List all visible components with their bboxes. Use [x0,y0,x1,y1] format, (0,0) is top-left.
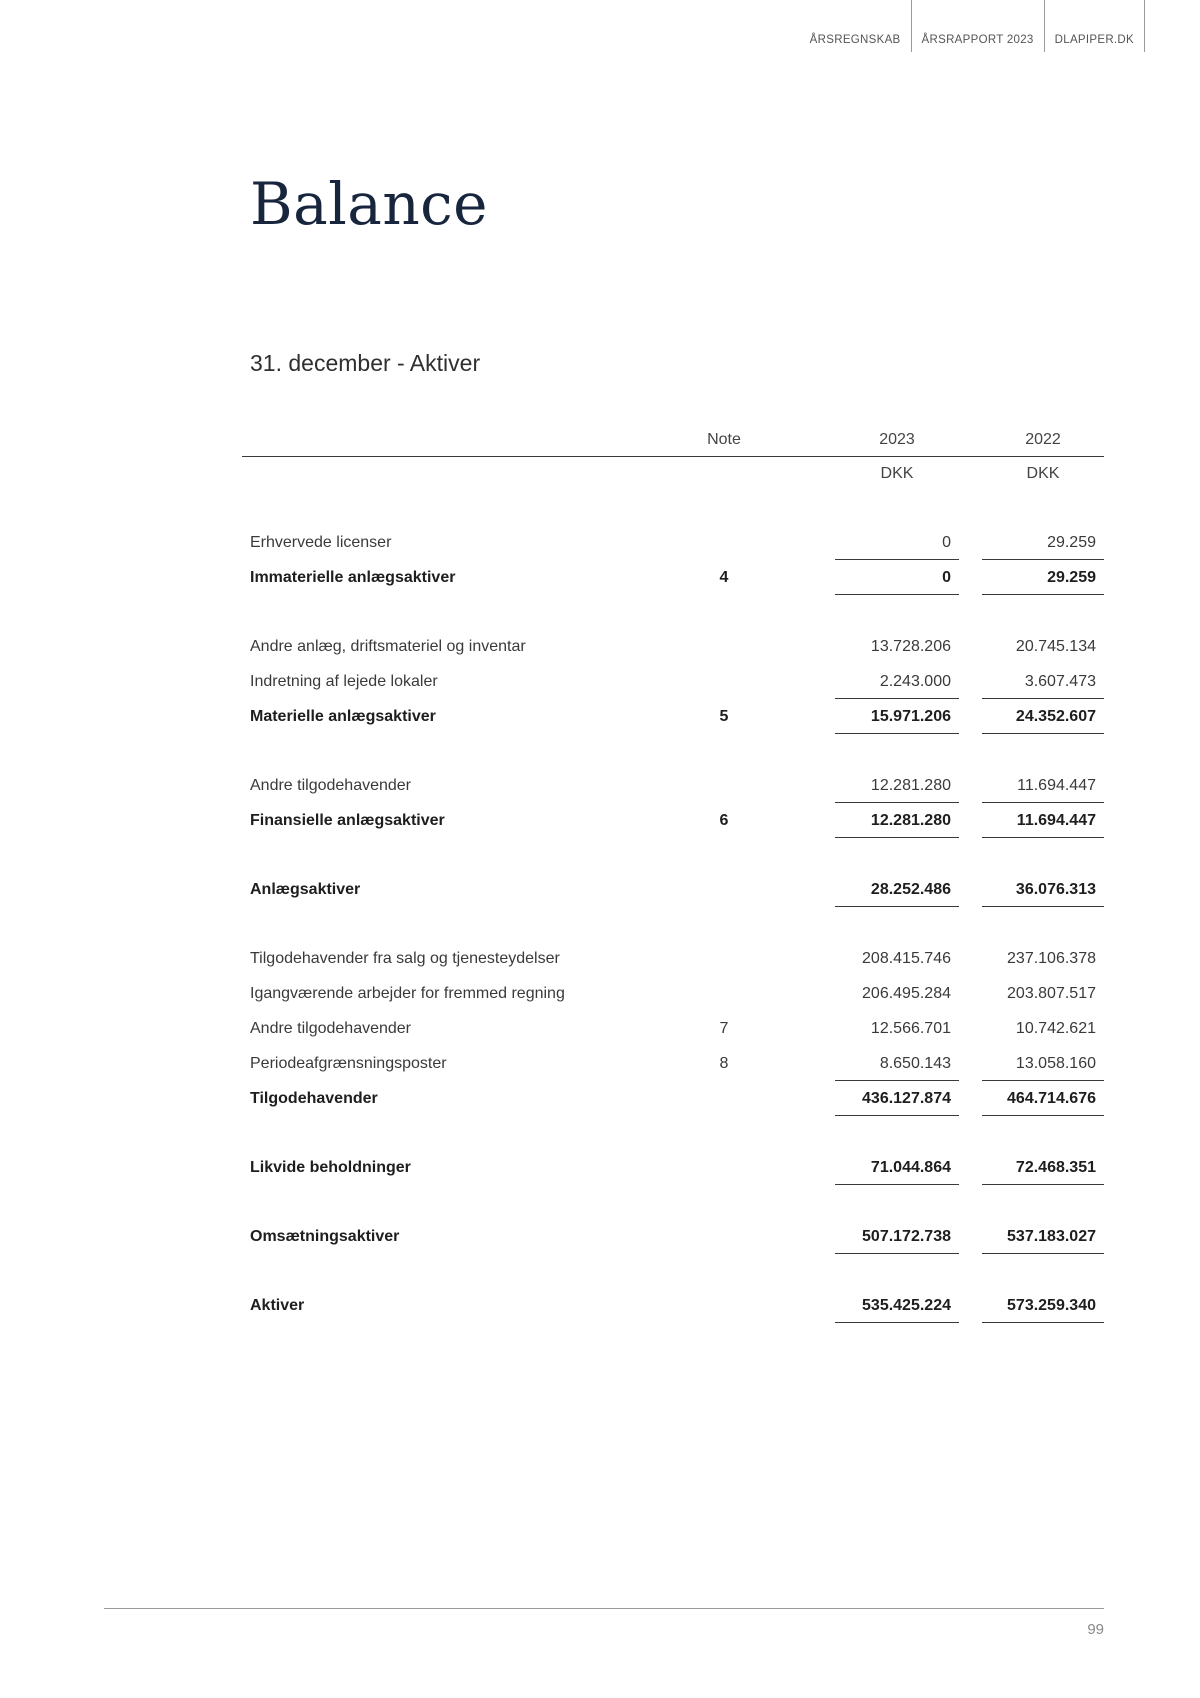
table-row [242,977,1104,1012]
row-value-2022: 3.607.473 [982,665,1104,699]
table-row [242,665,1104,700]
row-value-2023: 2.243.000 [835,665,959,699]
row-value-2022: 537.183.027 [982,1220,1104,1254]
table-unit-row [242,457,1104,492]
row-label: Indretning af lejede lokaler [250,673,438,690]
row-value-2023: 535.425.224 [835,1289,959,1323]
row-value-2023: 436.127.874 [835,1082,959,1116]
row-value-2022: 203.807.517 [1007,985,1096,1002]
row-value-2023: 8.650.143 [835,1047,959,1081]
table-row-subtotal [242,561,1104,596]
page-title: Balance [250,170,488,238]
column-header-note: Note [707,431,741,448]
nav-link-arsrapport[interactable]: ÅRSRAPPORT 2023 [912,0,1045,52]
row-value-2022: 10.742.621 [1015,1020,1096,1037]
row-label: Andre tilgodehavender [250,1020,412,1037]
nav-link-arsregnskab[interactable]: ÅRSREGNSKAB [810,0,912,52]
row-value-2023: 208.415.746 [862,950,951,967]
row-label: Erhvervede licenser [250,534,392,551]
row-value-2023: 13.728.206 [870,638,951,655]
table-row [242,769,1104,804]
row-label: Tilgodehavender fra salg og tjenesteydelser [250,950,560,967]
row-note: 5 [719,708,729,725]
footer-divider [104,1608,1104,1609]
table-row-subtotal [242,700,1104,735]
row-value-2022: 72.468.351 [982,1151,1104,1185]
row-note: 8 [719,1055,729,1072]
row-label: Aktiver [250,1297,305,1314]
row-value-2022: 573.259.340 [982,1289,1104,1323]
row-value-2022: 29.259 [982,526,1104,560]
row-label: Andre tilgodehavender [250,777,412,794]
page-number: 99 [1087,1621,1104,1638]
unit-2022: DKK [1026,465,1060,482]
row-value-2023: 0 [835,561,959,595]
row-value-2023: 12.281.280 [835,804,959,838]
table-row-grand-total [242,1289,1104,1324]
row-label: Andre anlæg, driftsmateriel og inventar [250,638,526,655]
unit-2023: DKK [880,465,914,482]
row-note: 7 [719,1020,729,1037]
row-value-2023: 71.044.864 [835,1151,959,1185]
table-row [242,630,1104,665]
row-value-2023: 12.281.280 [835,769,959,803]
row-value-2022: 11.694.447 [982,804,1104,838]
row-value-2022: 464.714.676 [982,1082,1104,1116]
table-row [242,942,1104,977]
row-label: Omsætningsaktiver [250,1228,400,1245]
row-value-2022: 29.259 [982,561,1104,595]
row-label: Immaterielle anlægsaktiver [250,569,456,586]
row-value-2023: 12.566.701 [870,1020,951,1037]
row-value-2023: 15.971.206 [835,700,959,734]
table-row-subtotal [242,1082,1104,1117]
nav-link-website[interactable]: DLAPIPER.DK [1045,0,1145,52]
row-value-2023: 507.172.738 [835,1220,959,1254]
row-note: 6 [719,812,729,829]
table-row-total [242,873,1104,908]
section-subtitle: 31. december - Aktiver [250,350,481,376]
table-row-total [242,1220,1104,1255]
row-value-2022: 237.106.378 [1007,950,1096,967]
table-row-subtotal [242,804,1104,839]
row-value-2023: 0 [835,526,959,560]
column-header-2022: 2022 [1025,431,1061,448]
row-label: Likvide beholdninger [250,1159,411,1176]
table-row [242,1047,1104,1082]
row-note: 4 [719,569,729,586]
table-row [242,526,1104,561]
row-value-2022: 11.694.447 [982,769,1104,803]
table-row [242,1012,1104,1047]
row-label: Anlægsaktiver [250,881,361,898]
table-header-row [242,425,1104,457]
row-value-2023: 206.495.284 [862,985,951,1002]
row-label: Finansielle anlægsaktiver [250,812,445,829]
top-navigation [810,0,1145,52]
row-value-2022: 20.745.134 [1015,638,1096,655]
row-value-2023: 28.252.486 [835,873,959,907]
balance-table [242,425,1104,1324]
row-label: Periodeafgrænsningsposter [250,1055,447,1072]
row-value-2022: 24.352.607 [982,700,1104,734]
row-label: Tilgodehavender [250,1090,378,1107]
row-label: Materielle anlægsaktiver [250,708,436,725]
column-header-2023: 2023 [879,431,915,448]
row-value-2022: 13.058.160 [982,1047,1104,1081]
row-value-2022: 36.076.313 [982,873,1104,907]
row-label: Igangværende arbejder for fremmed regning [250,985,565,1002]
table-row-subtotal [242,1151,1104,1186]
